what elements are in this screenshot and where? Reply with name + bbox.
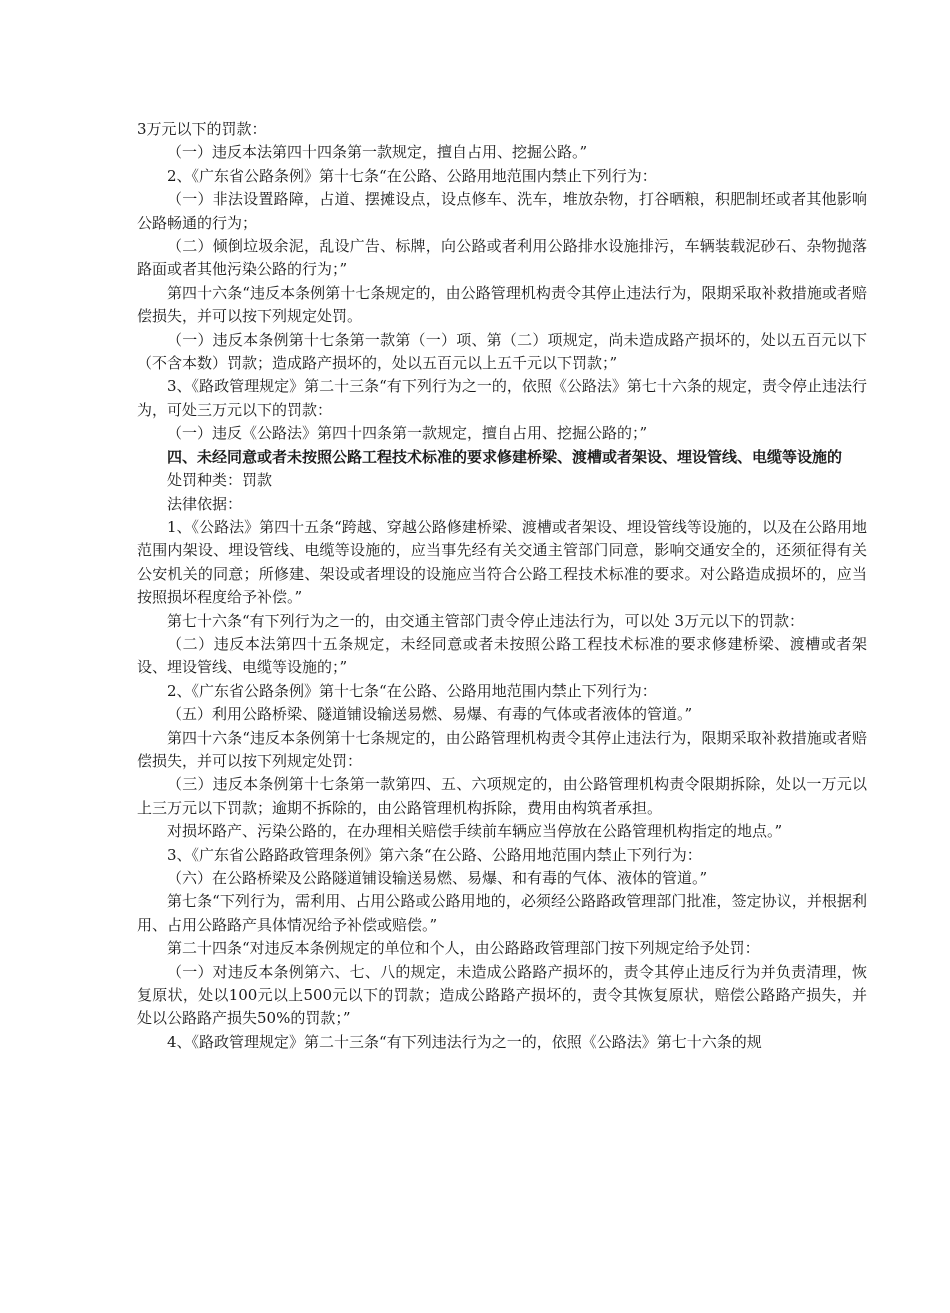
paragraph: 第七十六条“有下列行为之一的，由交通主管部门责令停止违法行为，可以处 3万元以下的罚款： xyxy=(167,611,804,630)
paragraph: （二）倾倒垃圾余泥，乱设广告、标牌，向公路或者利用公路排水设施排污，车辆装载泥砂石、杂物抛落路面或者其他污染公路的行为；” xyxy=(137,237,867,279)
paragraph: 第七条“下列行为，需利用、占用公路或公路用地的，必须经公路路政管理部门批准，签定协议，并根据利用、占用公路路产具体情况给予补偿或赔偿。” xyxy=(137,892,867,934)
paragraph: （六）在公路桥梁及公路隧道铺设输送易燃、易爆、和有毒的气体、液体的管道。” xyxy=(167,869,708,887)
paragraph: 3万元以下的罚款： xyxy=(137,120,267,138)
paragraph: 第四十六条“违反本条例第十七条规定的，由公路管理机构责令其停止违法行为，限期采取补救措施或者赔偿损失，并可以按下列规定处罚： xyxy=(137,728,867,770)
paragraph: （一）违反《公路法》第四十四条第一款规定，擅自占用、挖掘公路的；” xyxy=(167,424,648,443)
paragraph: （一）违反本法第四十四条第一款规定，擅自占用、挖掘公路。” xyxy=(167,143,588,162)
paragraph: （一）对违反本条例第六、七、八的规定，未造成公路路产损坏的，责令其停止违反行为并负责清理，恢复原状，处以100元以上500元以下的罚款；造成公路路产损坏的，责令其恢复原状，赔偿公路路产损失，并处以公路路产损失50%的罚款；” xyxy=(137,962,867,1028)
paragraph: 第四十六条“违反本条例第十七条规定的，由公路管理机构责令其停止违法行为，限期采取补救措施或者赔偿损失，并可以按下列规定处罚。 xyxy=(137,283,867,326)
paragraph: 3、《路政管理规定》第二十三条“有下列行为之一的，依照《公路法》第七十六条的规定，责令停止违法行为，可处三万元以下的罚款： xyxy=(137,377,867,419)
paragraph: （三）违反本条例第十七条第一款第四、五、六项规定的，由公路管理机构责令限期拆除，处以一万元以上三万元以下罚款；逾期不拆除的，由公路管理机构拆除，费用由构筑者承担。 xyxy=(137,775,867,817)
paragraph: 处罚种类：罚款 xyxy=(167,471,273,490)
paragraph: （一）非法设置路障，占道、摆摊设点，设点修车、洗车，堆放杂物，打谷晒粮，积肥制坯或者其他影响公路畅通的行为； xyxy=(137,190,867,232)
paragraph: 4、《路政管理规定》第二十三条“有下列违法行为之一的，依照《公路法》第七十六条的规 xyxy=(167,1032,762,1051)
paragraph: 法律依据： xyxy=(167,494,243,513)
paragraph: 2、《广东省公路条例》第十七条“在公路、公路用地范围内禁止下列行为： xyxy=(167,681,657,700)
paragraph: 对损坏路产、污染公路的，在办理相关赔偿手续前车辆应当停放在公路管理机构指定的地点。” xyxy=(167,822,783,841)
paragraph: （一）违反本条例第十七条第一款第（一）项、第（二）项规定，尚未造成路产损坏的，处以五百元以下（不含本数）罚款；造成路产损坏的，处以五百元以上五千元以下罚款；” xyxy=(137,330,867,373)
paragraph: 2、《广东省公路条例》第十七条“在公路、公路用地范围内禁止下列行为： xyxy=(167,166,657,185)
paragraph: 3、《广东省公路路政管理条例》第六条“在公路、公路用地范围内禁止下列行为： xyxy=(167,845,702,864)
paragraph: 第二十四条“对违反本条例规定的单位和个人，由公路路政管理部门按下列规定给予处罚： xyxy=(167,939,760,958)
paragraph: （五）利用公路桥梁、隧道铺设输送易燃、易爆、有毒的气体或者液体的管道。” xyxy=(167,705,693,724)
paragraph: 1、《公路法》第四十五条“跨越、穿越公路修建桥梁、渡槽或者架设、埋设管线等设施的，以及在公路用地范围内架设、埋设管线、电缆等设施的，应当事先经有关交通主管部门同意，影响交通安全的，还须征得有关公安机关的同意；所修建、架设或者埋设的设施应当符合公路工程技术标准的要求。对公路造成损坏的，应当按照损坏程度给予补偿。” xyxy=(137,517,867,607)
section-heading: 四、未经同意或者未按照公路工程技术标准的要求修建桥梁、渡槽或者架设、埋设管线、电缆等设施的 xyxy=(167,447,843,466)
document-body xyxy=(137,118,867,1054)
paragraph: （二）违反本法第四十五条规定，未经同意或者未按照公路工程技术标准的要求修建桥梁、渡槽或者架设、埋设管线、电缆等设施的；” xyxy=(137,634,867,677)
